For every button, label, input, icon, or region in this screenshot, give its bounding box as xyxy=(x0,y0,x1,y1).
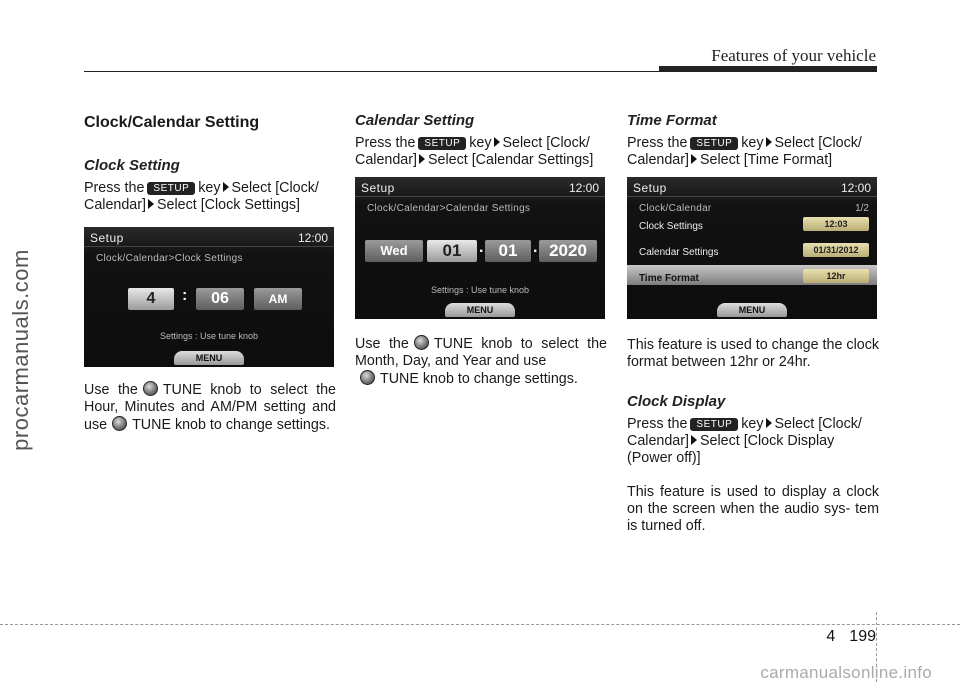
calendar-settings-value: 01/31/2012 xyxy=(803,243,869,257)
hour-field: 4 xyxy=(128,288,174,310)
calendar-setting-tune-text: Use the TUNE knob to select the Month, Day, and Year and use TUNE knob to change settings. xyxy=(355,336,607,387)
header-rule-thick xyxy=(659,66,877,72)
menu-button: MENU xyxy=(174,351,244,365)
calendar-setting-heading: Calendar Setting xyxy=(355,112,475,129)
time-format-screen: Setup 12:00 Clock/Calendar 1/2 Clock Settings 12:03 Calendar Settings 01/31/2012 Time Format 12hr MENU xyxy=(627,177,877,319)
arrow-right-icon xyxy=(148,199,154,209)
time-format-instructions: Press the SETUP key Select [Clock/ Calendar] Select [Time Format] xyxy=(627,135,862,168)
arrow-right-icon xyxy=(223,182,229,192)
column-time-format xyxy=(627,108,879,535)
month-field: 01 xyxy=(427,240,477,262)
arrow-right-icon xyxy=(419,154,425,164)
arrow-right-icon xyxy=(494,137,500,147)
menu-button: MENU xyxy=(445,303,515,317)
arrow-right-icon xyxy=(691,154,697,164)
tune-knob-icon xyxy=(143,381,158,396)
day-field: 01 xyxy=(485,240,531,262)
column-calendar-setting xyxy=(355,108,607,388)
clock-settings-value: 12:03 xyxy=(803,217,869,231)
page-number: 4 199 xyxy=(826,628,876,645)
section-heading: Clock/Calendar Setting xyxy=(84,114,260,131)
footer-watermark: carmanualsonline.info xyxy=(760,663,932,682)
weekday-field: Wed xyxy=(365,240,423,262)
calendar-settings-label: Calendar Settings xyxy=(639,247,719,258)
column-clock-setting xyxy=(84,108,336,434)
setup-key-badge: SETUP xyxy=(690,137,738,150)
time-format-value: 12hr xyxy=(803,269,869,283)
arrow-right-icon xyxy=(766,418,772,428)
calendar-setting-instructions: Press the SETUP key Select [Clock/ Calendar] Select [Calendar Settings] xyxy=(355,135,594,168)
clock-setting-heading: Clock Setting xyxy=(84,157,180,174)
clock-display-heading: Clock Display xyxy=(627,393,726,410)
clock-settings-label: Clock Settings xyxy=(639,221,703,232)
clock-display-instructions: Press the SETUP key Select [Clock/ Calendar] Select [Clock Display (Power off)] xyxy=(627,416,862,466)
arrow-right-icon xyxy=(691,435,697,445)
minute-field: 06 xyxy=(196,288,244,310)
clock-setting-screen: Setup 12:00 Clock/Calendar>Clock Settings 4 : 06 AM Settings : Use tune knob MENU xyxy=(84,227,334,367)
menu-button: MENU xyxy=(717,303,787,317)
ampm-field: AM xyxy=(254,288,302,310)
footer-rule xyxy=(0,624,960,625)
year-field: 2020 xyxy=(539,240,597,262)
clock-display-description: This feature is used to display a clock on the screen when the audio sys- tem is turned off. xyxy=(627,484,879,534)
setup-key-badge: SETUP xyxy=(418,137,466,150)
clock-setting-instructions: Press the SETUP key Select [Clock/ Calendar] Select [Clock Settings] xyxy=(84,180,319,213)
time-format-label: Time Format xyxy=(639,273,699,284)
time-format-heading: Time Format xyxy=(627,112,717,129)
time-format-description: This feature is used to change the clock format between 12hr or 24hr. xyxy=(627,337,879,370)
tune-knob-icon xyxy=(360,370,375,385)
tune-knob-icon xyxy=(112,416,127,431)
arrow-right-icon xyxy=(766,137,772,147)
calendar-setting-screen: Setup 12:00 Clock/Calendar>Calendar Settings Wed 01 . 01 . 2020 Settings : Use tune knob MENU xyxy=(355,177,605,319)
header-title: Features of your vehicle xyxy=(711,46,876,65)
tune-knob-icon xyxy=(414,335,429,350)
header-rule xyxy=(84,71,659,72)
setup-key-badge: SETUP xyxy=(147,182,195,195)
side-watermark: procarmanuals.com xyxy=(8,249,33,451)
clock-setting-tune-text: Use the TUNE knob to select the Hour, Minutes and AM/PM setting and use TUNE knob to change settings. xyxy=(84,382,336,433)
setup-key-badge: SETUP xyxy=(690,418,738,431)
